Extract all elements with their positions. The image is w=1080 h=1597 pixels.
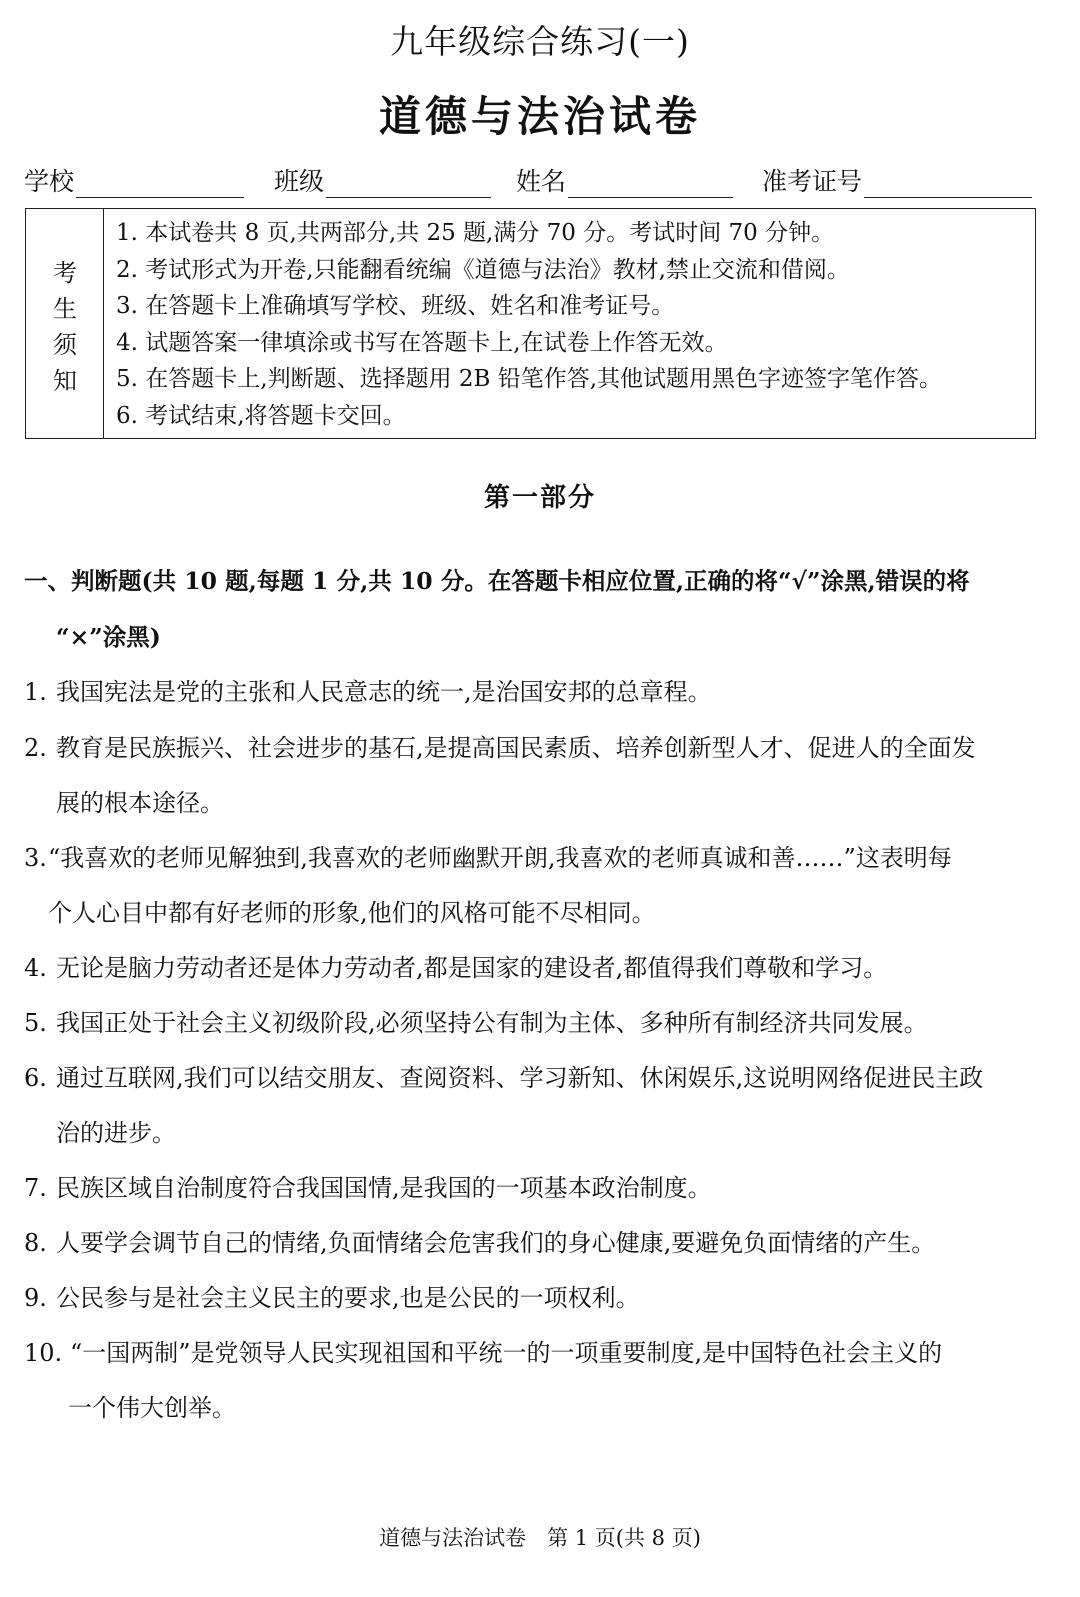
question-number: 8. xyxy=(24,1229,47,1257)
school-blank[interactable] xyxy=(76,169,244,198)
exam-subtitle: 九年级综合练习(一) xyxy=(390,22,690,61)
question-text: 无论是脑力劳动者还是体力劳动者,都是国家的建设者,都值得我们尊敬和学习。 xyxy=(56,954,888,982)
question-10-continued: 一个伟大创举。 xyxy=(68,1394,236,1422)
exam-id-field[interactable] xyxy=(762,162,1032,198)
school-label: 学校 xyxy=(24,167,75,196)
question-1 xyxy=(24,672,712,707)
notice-list xyxy=(116,215,1029,434)
question-text: 我国宪法是党的主张和人民意志的统一,是治国安邦的总章程。 xyxy=(56,678,712,706)
candidate-notice-box xyxy=(25,208,1036,439)
question-text: 民族区域自治制度符合我国国情,是我国的一项基本政治制度。 xyxy=(56,1174,712,1202)
name-label: 姓名 xyxy=(516,167,567,196)
question-number: 7. xyxy=(24,1174,47,1202)
question-4 xyxy=(24,948,887,983)
question-number: 2. xyxy=(24,734,47,762)
question-6 xyxy=(24,1058,983,1093)
question-number: 1. xyxy=(24,678,47,706)
question-text: 通过互联网,我们可以结交朋友、查阅资料、学习新知、休闲娱乐,这说明网络促进民主政 xyxy=(56,1064,984,1092)
notice-item: 1. 本试卷共 8 页,共两部分,共 25 题,满分 70 分。考试时间 70 分钟。 xyxy=(116,220,835,246)
class-label: 班级 xyxy=(274,167,325,196)
notice-side-char: 考 xyxy=(53,259,77,287)
question-3 xyxy=(24,838,952,873)
question-text: 教育是民族振兴、社会进步的基石,是提高国民素质、培养创新型人才、促进人的全面发 xyxy=(56,734,976,762)
question-9 xyxy=(24,1278,640,1313)
question-number: 10. xyxy=(24,1339,63,1367)
question-2 xyxy=(24,728,976,763)
page-footer: 道德与法治试卷 第 1 页(共 8 页) xyxy=(379,1526,701,1550)
name-field[interactable] xyxy=(516,162,733,198)
question-number: 4. xyxy=(24,954,47,982)
notice-item: 6. 考试结束,将答题卡交回。 xyxy=(116,402,406,429)
exam-id-label: 准考证号 xyxy=(762,167,863,196)
question-10 xyxy=(24,1333,942,1368)
notice-item: 2. 考试形式为开卷,只能翻看统编《道德与法治》教材,禁止交流和借阅。 xyxy=(116,256,850,283)
class-blank[interactable] xyxy=(326,169,491,198)
notice-side-label xyxy=(26,209,104,438)
name-blank[interactable] xyxy=(568,169,733,198)
question-text: 人要学会调节自己的情绪,负面情绪会危害我们的身心健康,要避免负面情绪的产生。 xyxy=(56,1229,936,1257)
notice-side-char: 知 xyxy=(53,367,77,395)
question-2-continued: 展的根本途径。 xyxy=(56,789,224,817)
question-text: “我喜欢的老师见解独到,我喜欢的老师幽默开朗,我喜欢的老师真诚和善……”这表明每 xyxy=(48,844,952,872)
question-5 xyxy=(24,1003,928,1038)
notice-item: 5. 在答题卡上,判断题、选择题用 2B 铅笔作答,其他试题用黑色字迹签字笔作答。 xyxy=(116,366,943,392)
school-field[interactable] xyxy=(24,162,244,198)
question-7 xyxy=(24,1168,712,1203)
part-title: 第一部分 xyxy=(483,483,596,513)
section-heading-continued: “×”涂黑) xyxy=(56,623,161,651)
question-number: 3. xyxy=(24,844,47,872)
question-3-continued: 个人心目中都有好老师的形象,他们的风格可能不尽相同。 xyxy=(48,899,656,927)
exam-id-blank[interactable] xyxy=(864,169,1032,198)
question-text: 我国正处于社会主义初级阶段,必须坚持公有制为主体、多种所有制经济共同发展。 xyxy=(56,1009,928,1037)
question-number: 6. xyxy=(24,1064,47,1092)
notice-side-char: 须 xyxy=(53,331,77,359)
question-text: “一国两制”是党领导人民实现祖国和平统一的一项重要制度,是中国特色社会主义的 xyxy=(70,1339,943,1367)
notice-item: 3. 在答题卡上准确填写学校、班级、姓名和准考证号。 xyxy=(116,293,675,319)
notice-side-char: 生 xyxy=(53,295,77,323)
question-8 xyxy=(24,1223,935,1258)
section-heading: 一、判断题(共 10 题,每题 1 分,共 10 分。在答题卡相应位置,正确的将“√”涂黑,错误的将 xyxy=(24,567,970,595)
class-field[interactable] xyxy=(274,162,491,198)
question-number: 9. xyxy=(24,1284,47,1312)
notice-item: 4. 试题答案一律填涂或书写在答题卡上,在试卷上作答无效。 xyxy=(116,329,728,356)
question-6-continued: 治的进步。 xyxy=(56,1119,176,1147)
exam-title: 道德与法治试卷 xyxy=(378,92,701,141)
student-info-row xyxy=(24,162,1044,202)
question-text: 公民参与是社会主义民主的要求,也是公民的一项权利。 xyxy=(56,1284,640,1312)
question-number: 5. xyxy=(24,1009,47,1037)
